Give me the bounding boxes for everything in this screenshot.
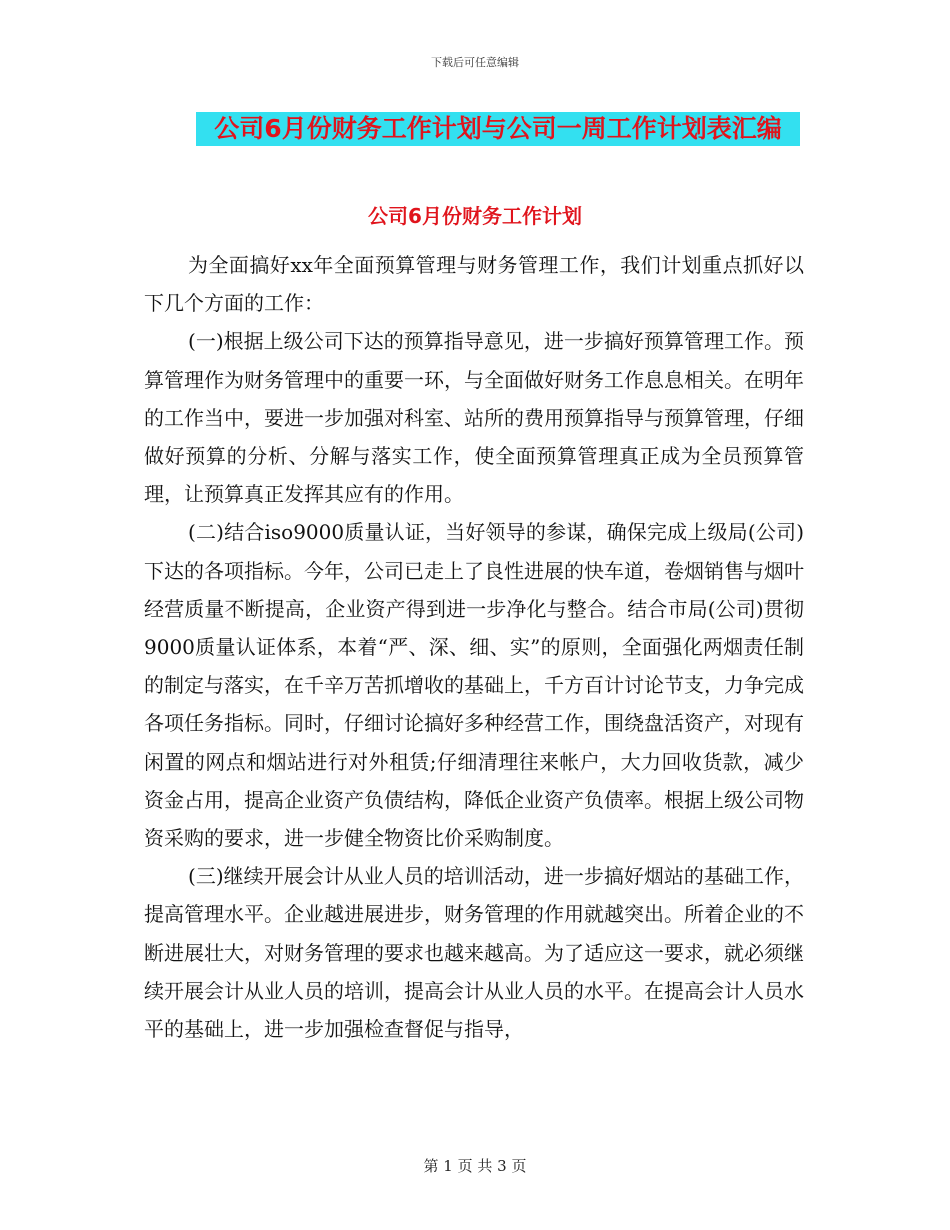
paragraph-item-2: (二)结合iso9000质量认证，当好领导的参谋，确保完成上级局(公司)下达的各项指标。今年，公司已走上了良性进展的快车道，卷烟销售与烟叶经营质量不断提高，企业资产得到进一步净化与整合。结合市局(公司)贯彻9000质量认证体系，本着“严、深、细、实”的原则，全面强化两烟责任制的制定与落实，在千辛万苦抓增收的基础上，千方百计讨论节支，力争完成各项任务指标。同时，仔细讨论搞好多种经营工作，围绕盘活资产，对现有闲置的网点和烟站进行对外租赁;仔细清理往来帐户，大力回收货款，减少资金占用，提高企业资产负债结构，降低企业资产负债率。根据上级公司物资采购的要求，进一步健全物资比价采购制度。 (144, 520, 804, 851)
paragraph-item-1: (一)根据上级公司下达的预算指导意见，进一步搞好预算管理工作。预算管理作为财务管理中的重要一环，与全面做好财务工作息息相关。在明年的工作当中，要进一步加强对科室、站所的费用预算指导与预算管理，仔细做好预算的分析、分解与落实工作，使全面预算管理真正成为全员预算管理，让预算真正发挥其应有的作用。 (144, 329, 804, 507)
page-footer: 第 1 页 共 3 页 (423, 1157, 527, 1175)
paragraph-item-3: (三)继续开展会计从业人员的培训活动，进一步搞好烟站的基础工作，提高管理水平。企业越进展进步，财务管理的作用就越突出。所着企业的不断进展壮大，对财务管理的要求也越来越高。为了适应这一要求，就必须继续开展会计从业人员的培训，提高会计从业人员的水平。在提高会计人员水平的基础上，进一步加强检查督促与指导， (144, 864, 804, 1042)
header-note: 下载后可任意编辑 (431, 56, 519, 69)
body-text (144, 246, 804, 1048)
section-title: 公司6月份财务工作计划 (368, 204, 582, 228)
document-title: 公司6月份财务工作计划与公司一周工作计划表汇编 (196, 112, 800, 146)
paragraph-intro: 为全面搞好xx年全面预算管理与财务管理工作，我们计划重点抓好以下几个方面的工作： (144, 253, 804, 316)
